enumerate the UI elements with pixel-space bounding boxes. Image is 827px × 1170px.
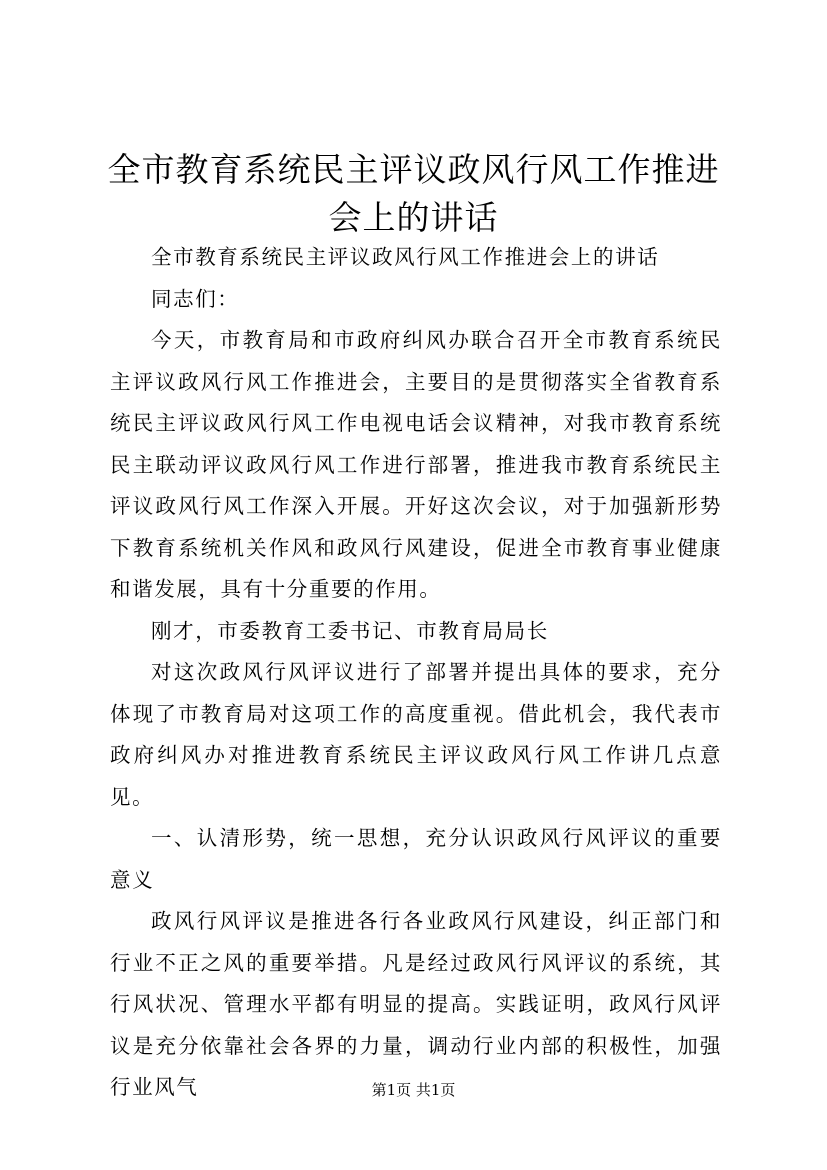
- paragraph-arrangement: 对这次政风行风评议进行了部署并提出具体的要求，充分体现了市教育局对这项工作的高度重视。借此机会，我代表市政府纠风办对推进教育系统民主评议政风行风工作讲几点意见。: [110, 660, 722, 809]
- paragraph-salutation: 同志们：: [151, 286, 240, 311]
- paragraph-intro: 今天，市教育局和市政府纠风办联合召开全市教育系统民主评议政风行风工作推进会，主要目的是贯彻落实全省教育系统民主评议政风行风工作电视电话会议精神，对我市教育系统民主联动评议政风行风工作进行部署，推进我市教育系统民主评议政风行风工作深入开展。开好这次会议，对于加强新形势下教育系统机关作风和政风行风建设，促进全市教育事业健康和谐发展，具有十分重要的作用。: [110, 328, 722, 601]
- paragraph-subtitle: 全市教育系统民主评议政风行风工作推进会上的讲话: [151, 245, 660, 269]
- paragraph-evaluation: 政风行风评议是推进各行各业政风行风建设，纠正部门和行业不正之风的重要举措。凡是经过政风行风评议的系统，其行风状况、管理水平都有明显的提高。实践证明，政风行风评议是充分依靠社会各界的力量，调动行业内部的积极性，加强行业风气: [110, 909, 722, 1099]
- page-number-footer: 第1页 共1页: [371, 1081, 456, 1099]
- document-title: 全市教育系统民主评议政风行风工作推进会上的讲话: [107, 150, 720, 237]
- document-body: [110, 237, 722, 1109]
- paragraph-just-now: 刚才，市委教育工委书记、市教育局局长: [151, 618, 549, 643]
- section-heading-1: 一、认清形势，统一思想，充分认识政风行风评议的重要意义: [110, 826, 722, 892]
